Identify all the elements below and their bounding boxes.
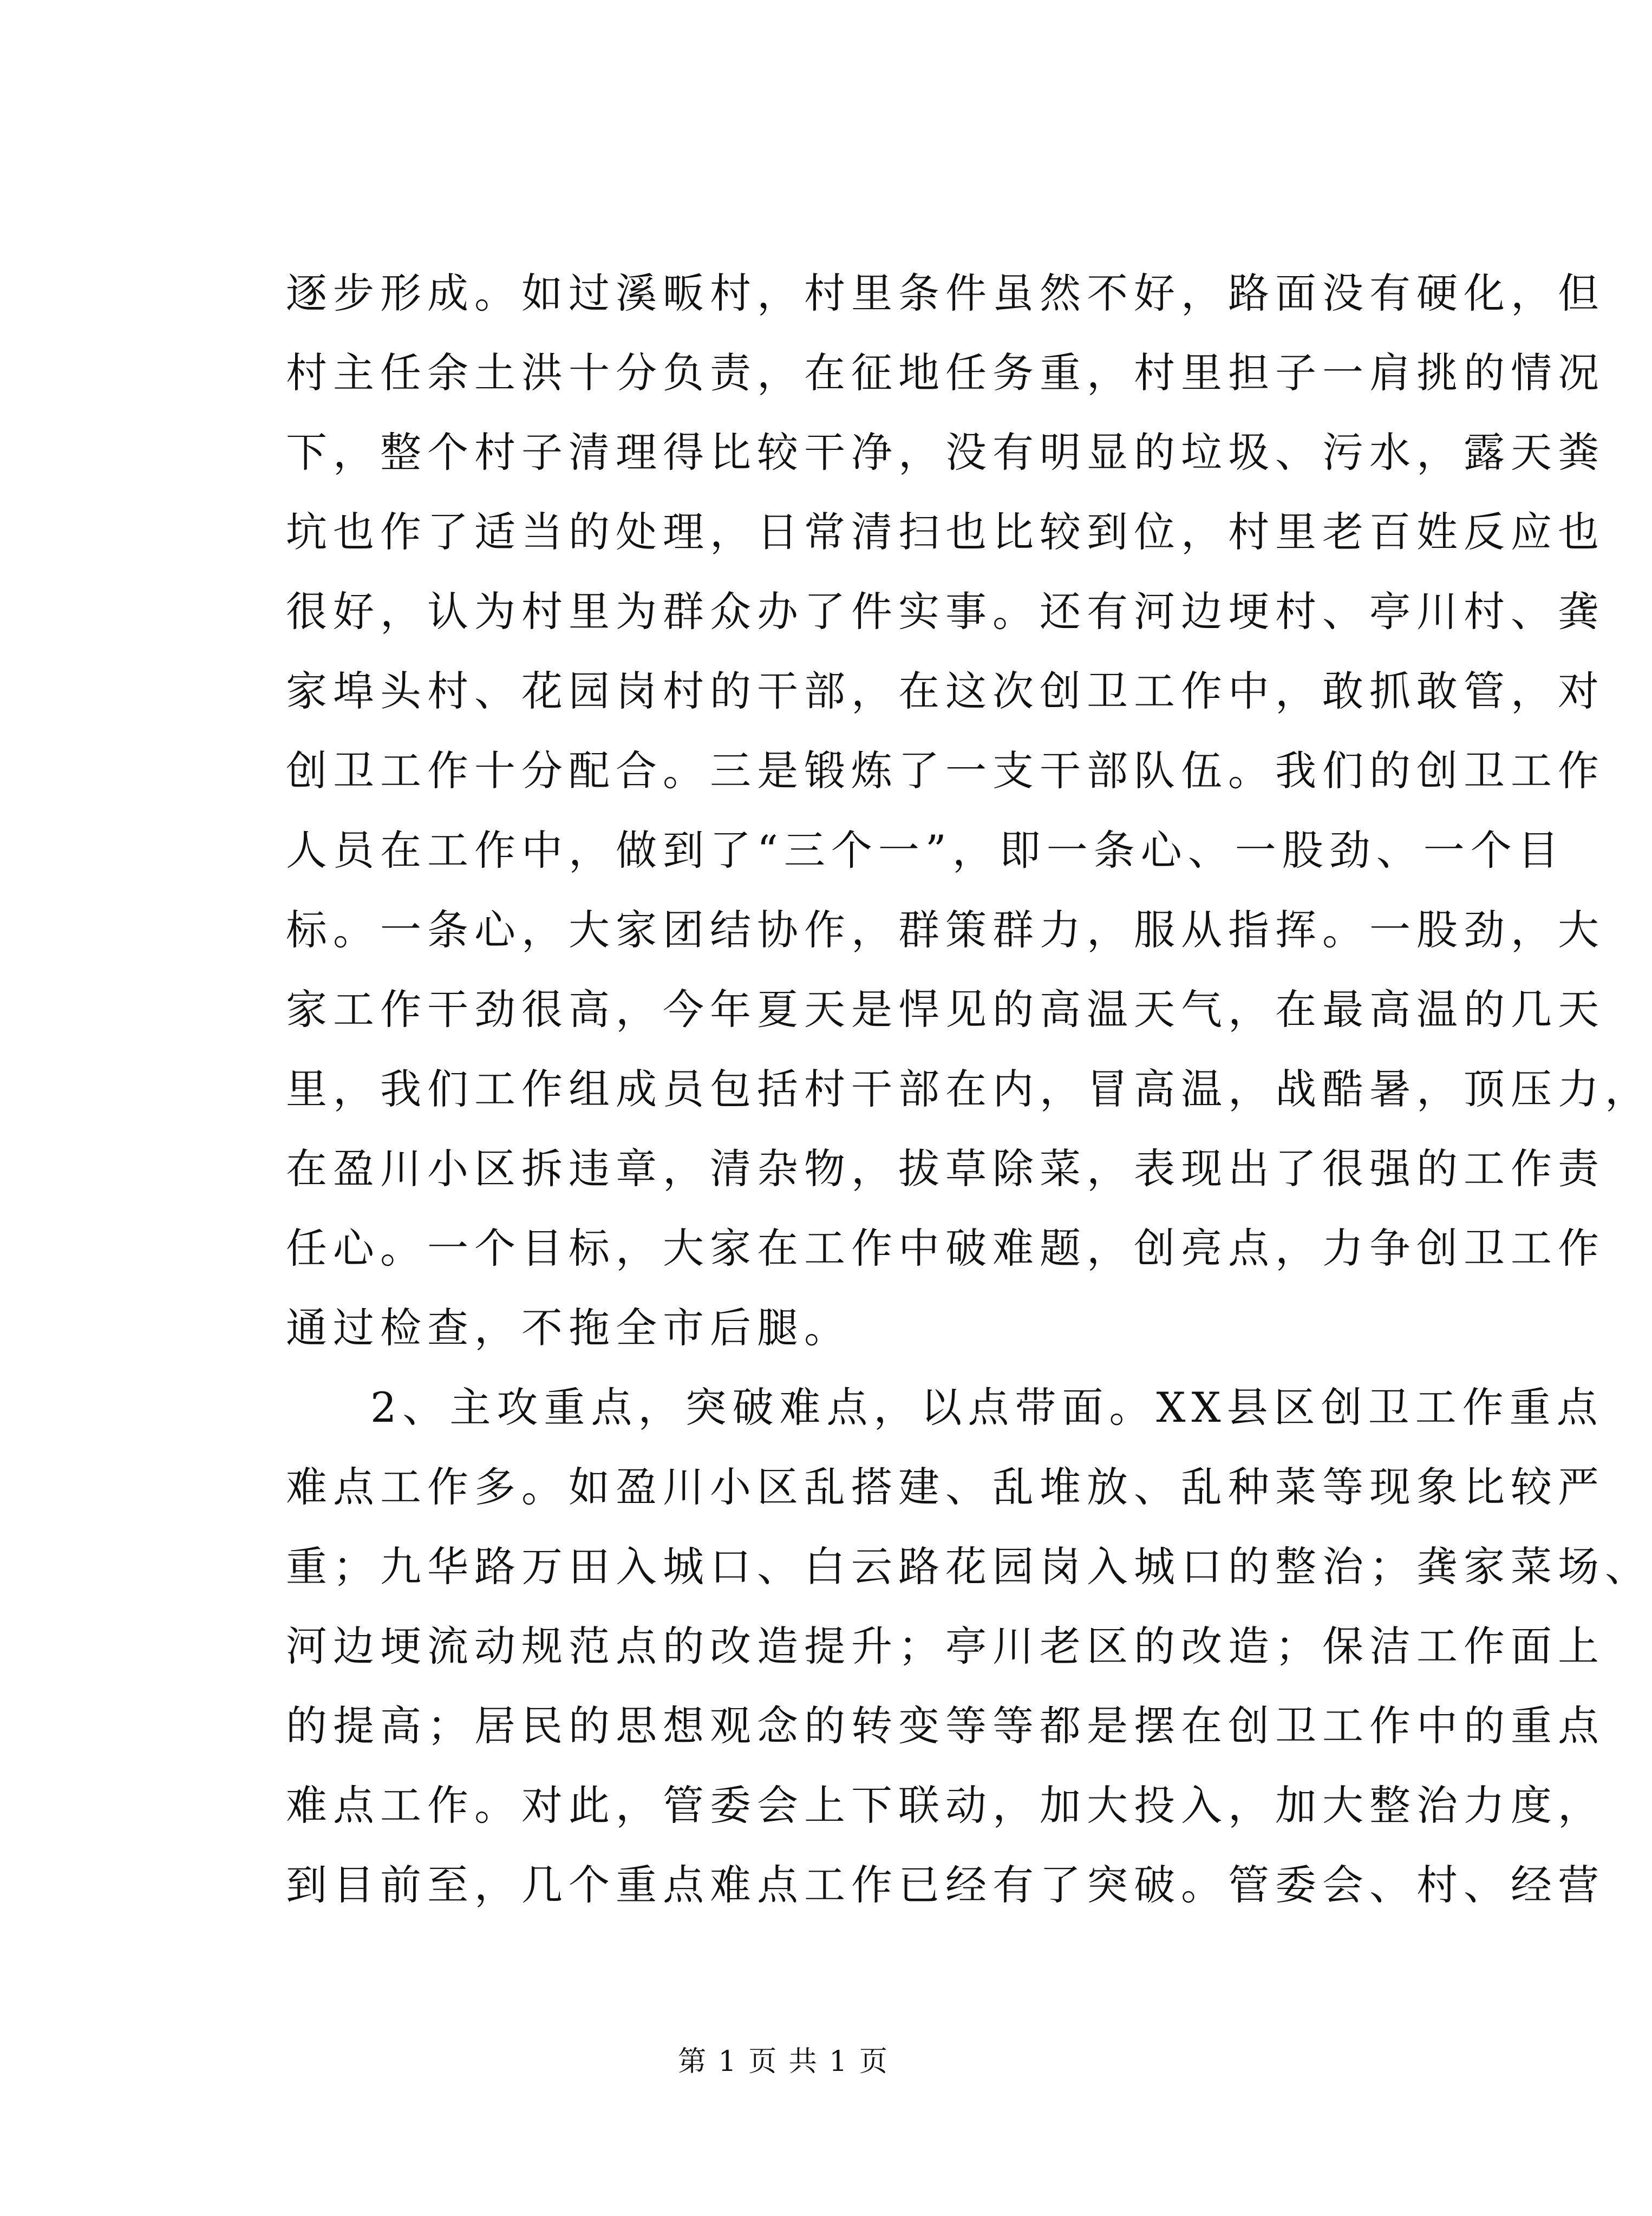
text-line: 坑也作了适当的处理，日常清扫也比较到位，村里老百姓反应也 [286,508,1605,556]
text-line: 通过检查，不拖全市后腿。 [286,1304,851,1352]
text-line: 里，我们工作组成员包括村干部在内，冒高温，战酷暑，顶压力， [286,1065,1652,1113]
text-line: 难点工作。对此，管委会上下联动，加大投入，加大整治力度， [286,1781,1605,1829]
text-line: 任心。一个目标，大家在工作中破难题，创亮点，力争创卫工作 [286,1224,1605,1272]
page-footer: 第 1 页 共 1 页 [678,2045,889,2078]
document-body [286,253,1652,1925]
text-line: 村主任余土洪十分负责，在征地任务重，村里担子一肩挑的情况 [286,349,1605,397]
text-line: 的提高；居民的思想观念的转变等等都是摆在创卫工作中的重点 [286,1702,1605,1750]
text-line: 河边埂流动规范点的改造提升；亭川老区的改造；保洁工作面上 [286,1622,1605,1670]
text-line: 难点工作多。如盈川小区乱搭建、乱堆放、乱种菜等现象比较严 [286,1463,1605,1511]
text-line: 重；九华路万田入城口、白云路花园岗入城口的整治；龚家菜场、 [286,1542,1652,1591]
paragraph-start-line: 2、主攻重点，突破难点，以点带面。XX县区创卫工作重点 [370,1383,1604,1431]
text-line: 家埠头村、花园岗村的干部，在这次创卫工作中，敢抓敢管，对 [286,667,1605,715]
text-line: 创卫工作十分配合。三是锻炼了一支干部队伍。我们的创卫工作 [286,747,1605,795]
text-line: 很好，认为村里为群众办了件实事。还有河边埂村、亭川村、龚 [286,587,1605,636]
text-line: 标。一条心，大家团结协作，群策群力，服从指挥。一股劲，大 [286,906,1605,954]
text-line: 下，整个村子清理得比较干净，没有明显的垃圾、污水，露天粪 [286,428,1605,476]
text-line: 逐步形成。如过溪畈村，村里条件虽然不好，路面没有硬化，但 [286,269,1605,317]
text-line: 到目前至，几个重点难点工作已经有了突破。管委会、村、经营 [286,1861,1605,1909]
text-line: 人员在工作中，做到了“三个一”，即一条心、一股劲、一个目 [286,826,1565,874]
text-line: 家工作干劲很高，今年夏天是悍见的高温天气，在最高温的几天 [286,985,1605,1034]
text-line: 在盈川小区拆违章，清杂物，拔草除菜，表现出了很强的工作责 [286,1145,1605,1193]
